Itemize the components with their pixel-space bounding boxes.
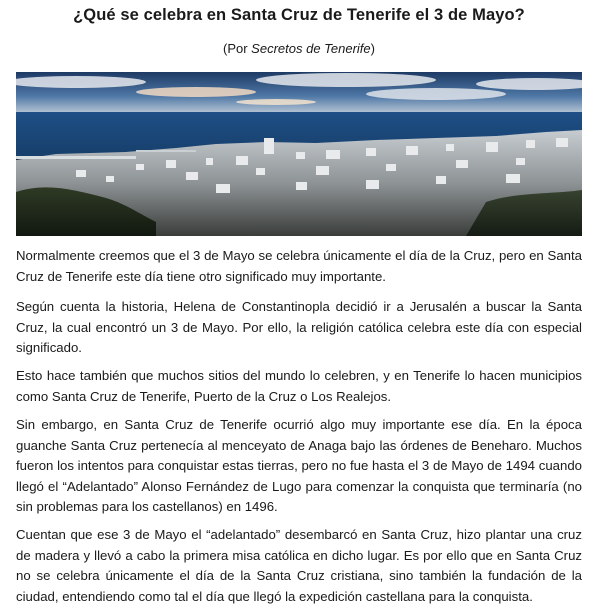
paragraph-3: Esto hace también que muchos sitios del mundo lo celebren, y en Tenerife lo hacen municipios como Santa Cruz de Tenerife, Puerto de la Cruz o Los Realejos. xyxy=(16,368,582,404)
paragraph-4: Sin embargo, en Santa Cruz de Tenerife ocurrió algo muy importante ese día. En la época guanche Santa Cruz pertenecía al menceyato de Anaga bajo las órdenes de Beneharo. Muchos fueron los intentos para conquistar estas tierras, pero no fue hasta el 3 de Mayo de 1494 cuando llegó el “Adelantado” Alonso Fernández de Lugo para comenzar la conquista que terminaría (no sin problemas para los castellanos) en 1496. xyxy=(16,417,582,514)
byline-suffix: ) xyxy=(370,41,375,56)
byline-prefix: (Por xyxy=(223,41,252,56)
paragraph-1: Normalmente creemos que el 3 de Mayo se celebra únicamente el día de la Cruz, pero en Santa Cruz de Tenerife este día tiene otro significado muy importante. xyxy=(16,248,582,284)
city-panorama-illustration xyxy=(16,72,582,236)
paragraph-5: Cuentan que ese 3 de Mayo el “adelantado” desembarcó en Santa Cruz, hizo plantar una cruz de madera y llevó a cabo la primera misa católica en dicho lugar. Es por ello que en Santa Cruz no se celebra únicamente el día de la Santa Cruz cristiana, sino también la fundación de la ciudad, entendiendo como tal el día que llegó la expedición castellana para la conquista. xyxy=(16,527,582,604)
city-panorama-photo xyxy=(16,72,582,236)
byline-source: Secretos de Tenerife xyxy=(251,41,371,56)
article-byline xyxy=(0,41,598,56)
article-title: ¿Qué se celebra en Santa Cruz de Tenerife el 3 de Mayo? xyxy=(73,6,525,24)
paragraph-2: Según cuenta la historia, Helena de Constantinopla decidió ir a Jerusalén a buscar la Santa Cruz, la cual encontró un 3 de Mayo. Por ello, la religión católica celebra este día con especial significado. xyxy=(16,299,582,355)
